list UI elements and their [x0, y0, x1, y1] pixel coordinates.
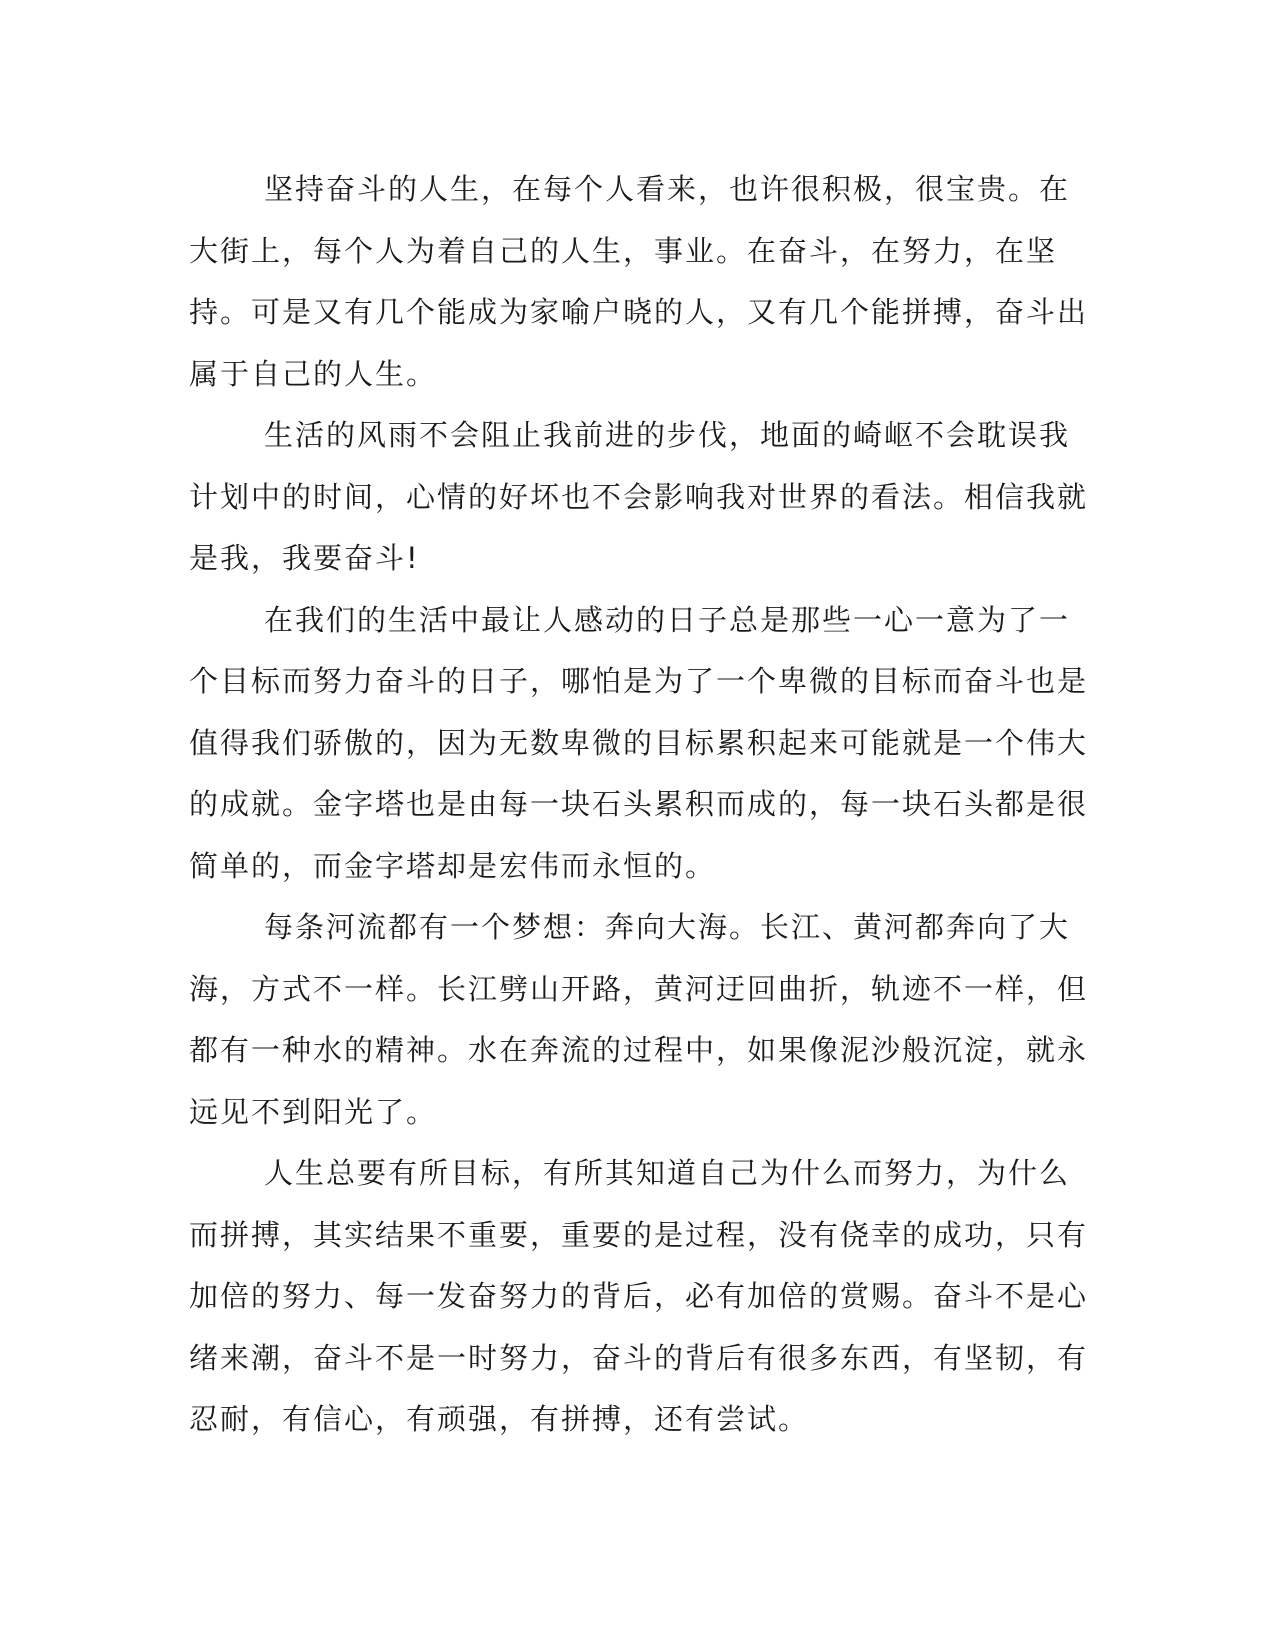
paragraph-5: 人生总要有所目标，有所其知道自己为什么而努力，为什么而拼搏，其实结果不重要，重要的是过程，没有侥幸的成功，只有加倍的努力、每一发奋努力的背后，必有加倍的赏赐。奋斗不是心绪来潮，奋斗不是一时努力，奋斗的背后有很多东西，有坚韧，有忍耐，有信心，有顽强，有拼搏，还有尝试。 [189, 1156, 1089, 1436]
paragraph-4: 每条河流都有一个梦想：奔向大海。长江、黄河都奔向了大海，方式不一样。长江劈山开路，黄河迂回曲折，轨迹不一样，但都有一种水的精神。水在奔流的过程中，如果像泥沙般沉淀，就永远见不到阳光了。 [189, 910, 1089, 1129]
paragraph-3: 在我们的生活中最让人感动的日子总是那些一心一意为了一个目标而努力奋斗的日子，哪怕是为了一个卑微的目标而奋斗也是值得我们骄傲的，因为无数卑微的目标累积起来可能就是一个伟大的成就。金字塔也是由每一块石头累积而成的，每一块石头都是很简单的，而金字塔却是宏伟而永恒的。 [189, 602, 1089, 883]
paragraph-2: 生活的风雨不会阻止我前进的步伐，地面的崎岖不会耽误我计划中的时间，心情的好坏也不会影响我对世界的看法。相信我就是我，我要奋斗! [189, 418, 1089, 575]
document-body [189, 159, 1089, 1451]
paragraph-1: 坚持奋斗的人生，在每个人看来，也许很积极，很宝贵。在大街上，每个人为着自己的人生，事业。在奋斗，在努力，在坚持。可是又有几个能成为家喻户晓的人，又有几个能拼搏，奋斗出属于自己的人生。 [189, 172, 1089, 391]
